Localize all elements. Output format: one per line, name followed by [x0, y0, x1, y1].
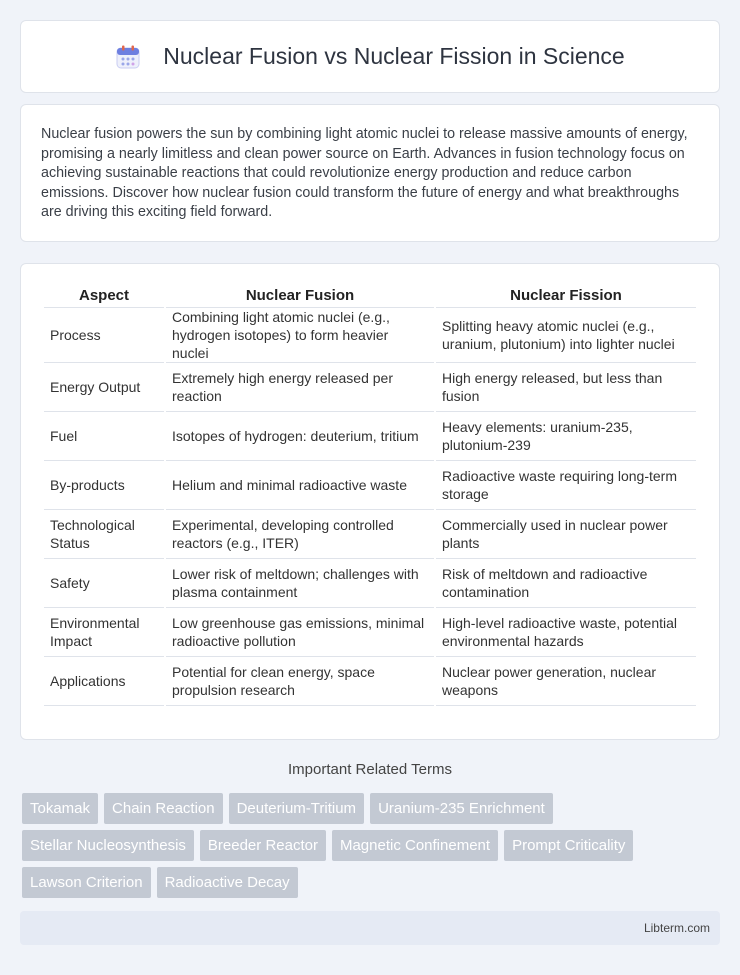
table-row: [44, 510, 696, 559]
aspect-cell: Safety: [44, 559, 164, 608]
term-tag[interactable]: Lawson Criterion: [22, 867, 151, 898]
table-row: [44, 461, 696, 510]
term-tag[interactable]: Uranium-235 Enrichment: [370, 793, 553, 824]
term-tag[interactable]: Magnetic Confinement: [332, 830, 498, 861]
fusion-cell: Isotopes of hydrogen: deuterium, tritium: [166, 412, 434, 461]
term-tag[interactable]: Tokamak: [22, 793, 98, 824]
term-tag[interactable]: Prompt Criticality: [504, 830, 633, 861]
intro-text: Nuclear fusion powers the sun by combining light atomic nuclei to release massive amounts of energy, promising a nearly limitless and clean power source on Earth. Advances in fusion technology focus on achieving sustainable reactions that could revolutionize energy production and reduce carbon emissions. Discover how nuclear fusion could transform the future of energy and what breakthroughs are driving this exciting field forward.: [41, 126, 688, 220]
related-terms-list: [22, 793, 722, 904]
fission-cell: Heavy elements: uranium-235, plutonium-239: [436, 412, 696, 461]
footer: [20, 911, 720, 945]
aspect-cell: Environmental Impact: [44, 608, 164, 657]
comparison-table: [42, 284, 698, 706]
fission-cell: Commercially used in nuclear power plants: [436, 510, 696, 559]
fission-cell: Splitting heavy atomic nuclei (e.g., uranium, plutonium) into lighter nuclei: [436, 308, 696, 363]
fusion-cell: Potential for clean energy, space propulsion research: [166, 657, 434, 706]
term-tag[interactable]: Deuterium-Tritium: [229, 793, 364, 824]
intro-card: [20, 104, 720, 242]
aspect-cell: Process: [44, 308, 164, 363]
table-row: [44, 412, 696, 461]
related-terms-title: Important Related Terms: [288, 761, 452, 778]
term-tag[interactable]: Chain Reaction: [104, 793, 223, 824]
term-tag[interactable]: Breeder Reactor: [200, 830, 326, 861]
table-header-row: [44, 284, 696, 308]
aspect-cell: Technological Status: [44, 510, 164, 559]
column-header: Aspect: [44, 284, 164, 308]
column-header: Nuclear Fission: [436, 284, 696, 308]
calendar-icon: [115, 44, 141, 70]
footer-link[interactable]: Libterm.com: [643, 921, 710, 935]
comparison-card: [20, 263, 720, 740]
fission-cell: Radioactive waste requiring long-term storage: [436, 461, 696, 510]
table-row: [44, 363, 696, 412]
fusion-cell: Combining light atomic nuclei (e.g., hydrogen isotopes) to form heavier nuclei: [166, 308, 434, 363]
fission-cell: Risk of meltdown and radioactive contamination: [436, 559, 696, 608]
fusion-cell: Low greenhouse gas emissions, minimal radioactive pollution: [166, 608, 434, 657]
aspect-cell: Energy Output: [44, 363, 164, 412]
table-row: [44, 308, 696, 363]
header-card: [20, 20, 720, 93]
aspect-cell: By-products: [44, 461, 164, 510]
column-header: Nuclear Fusion: [166, 284, 434, 308]
term-tag[interactable]: Stellar Nucleosynthesis: [22, 830, 194, 861]
aspect-cell: Fuel: [44, 412, 164, 461]
fusion-cell: Extremely high energy released per reaction: [166, 363, 434, 412]
fission-cell: Nuclear power generation, nuclear weapons: [436, 657, 696, 706]
term-tag[interactable]: Radioactive Decay: [157, 867, 298, 898]
fusion-cell: Experimental, developing controlled reactors (e.g., ITER): [166, 510, 434, 559]
fission-cell: High energy released, but less than fusion: [436, 363, 696, 412]
table-row: [44, 608, 696, 657]
table-row: [44, 657, 696, 706]
fission-cell: High-level radioactive waste, potential environmental hazards: [436, 608, 696, 657]
table-row: [44, 559, 696, 608]
aspect-cell: Applications: [44, 657, 164, 706]
fusion-cell: Helium and minimal radioactive waste: [166, 461, 434, 510]
fusion-cell: Lower risk of meltdown; challenges with plasma containment: [166, 559, 434, 608]
page-title: Nuclear Fusion vs Nuclear Fission in Science: [163, 43, 625, 69]
